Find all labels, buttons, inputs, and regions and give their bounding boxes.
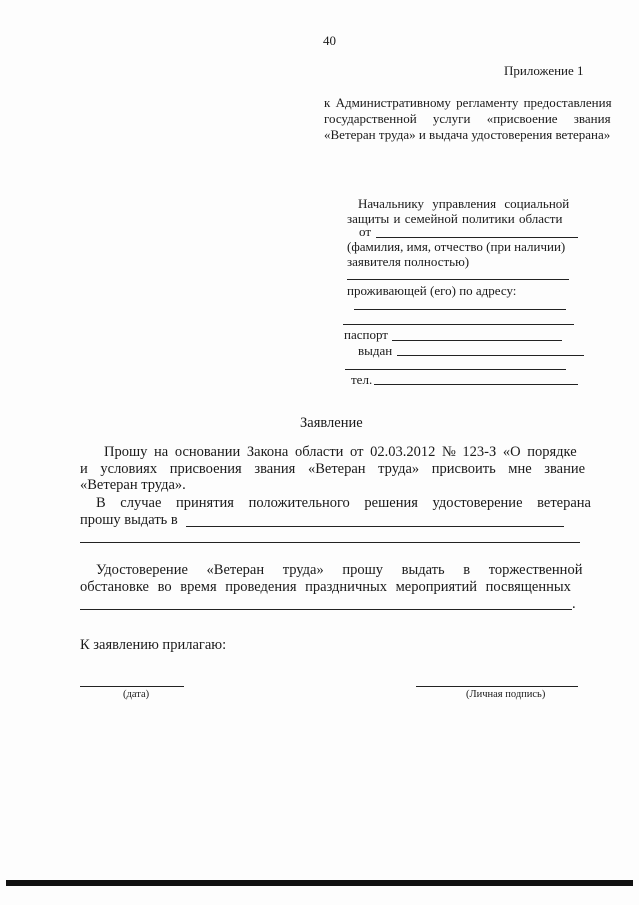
- passport-line[interactable]: [392, 340, 562, 341]
- passport-label: паспорт: [344, 327, 388, 342]
- addressee-line-1: Начальнику управления социальной: [358, 196, 570, 211]
- issued-label: выдан: [358, 343, 393, 358]
- issued-line[interactable]: [397, 355, 584, 356]
- paragraph-3-line-1: Удостоверение «Ветеран труда» прошу выдать в торжественной: [96, 562, 583, 578]
- paragraph-2-line-1: В случае принятия положительного решения удостоверение ветерана: [96, 495, 591, 511]
- bottom-border: [6, 880, 633, 886]
- appendix-title: Приложение 1: [504, 63, 584, 78]
- appendix-line-2: государственной услуги «присвоение звания: [324, 111, 611, 126]
- signature-line[interactable]: [416, 686, 578, 687]
- name-hint-1: (фамилия, имя, отчество (при наличии): [347, 239, 566, 254]
- from-line[interactable]: [376, 237, 578, 238]
- address-line-2[interactable]: [343, 324, 574, 325]
- paragraph-2-line-2: прошу выдать в: [80, 512, 178, 528]
- date-line[interactable]: [80, 686, 184, 687]
- statement-heading: Заявление: [300, 415, 363, 431]
- date-label: (дата): [123, 689, 150, 700]
- issued-line-2[interactable]: [345, 369, 566, 370]
- page-number: 40: [323, 33, 336, 48]
- paragraph-1-line-1: Прошу на основании Закона области от 02.03.2012 № 123-З «О порядке: [104, 444, 577, 460]
- address-label: проживающей (его) по адресу:: [347, 283, 517, 298]
- issue-place-line[interactable]: [186, 526, 564, 527]
- appendix-line-3: «Ветеран труда» и выдача удостоверения ветерана»: [324, 127, 611, 142]
- attachments-label: К заявлению прилагаю:: [80, 637, 227, 653]
- event-line-end: .: [572, 596, 576, 612]
- issue-place-line-2[interactable]: [80, 542, 580, 543]
- from-label: от: [359, 224, 372, 239]
- signature-label: (Личная подпись): [466, 689, 546, 700]
- address-line-1[interactable]: [354, 309, 566, 310]
- paragraph-1-line-2: и условиях присвоения звания «Ветеран труда» присвоить мне звание: [80, 461, 586, 477]
- appendix-line-1: [324, 95, 618, 111]
- phone-label: тел.: [351, 372, 373, 387]
- phone-line[interactable]: [374, 384, 578, 385]
- appendix-line-1-text: к Административному регламенту предоставления: [324, 95, 612, 110]
- addressee-line-2: защиты и семейной политики области: [347, 211, 563, 226]
- name-hint-2: заявителя полностью): [347, 254, 470, 269]
- paragraph-3-line-2: обстановке во время проведения праздничных мероприятий посвященных: [80, 579, 571, 595]
- name-line-2[interactable]: [347, 279, 569, 280]
- paragraph-1-line-3: «Ветеран труда».: [80, 477, 186, 493]
- event-line[interactable]: [80, 609, 572, 610]
